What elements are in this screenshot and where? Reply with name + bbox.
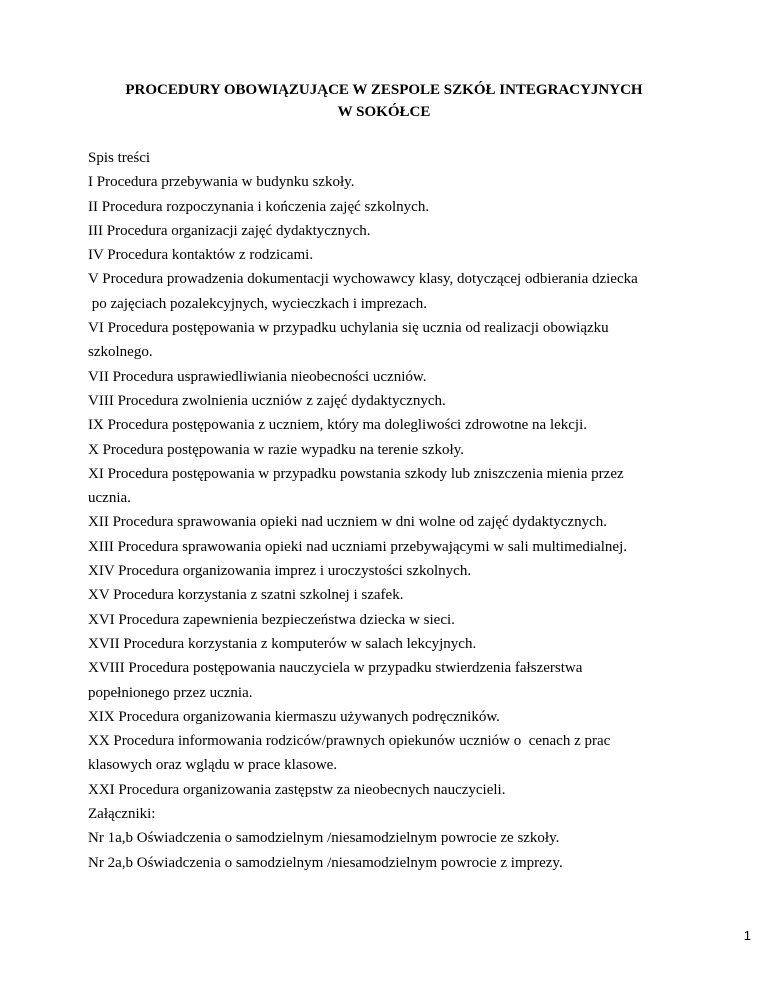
attachments-heading: Załączniki: — [88, 806, 156, 823]
table-of-contents — [88, 146, 708, 875]
toc-line: X Procedura postępowania w razie wypadku na terenie szkoły. — [88, 441, 464, 458]
toc-line: XIX Procedura organizowania kiermaszu używanych podręczników. — [88, 708, 500, 725]
attachment-line: Nr 2a,b Oświadczenia o samodzielnym /niesamodzielnym powrocie z imprezy. — [88, 854, 563, 871]
toc-line: I Procedura przebywania w budynku szkoły. — [88, 174, 355, 191]
toc-line: VI Procedura postępowania w przypadku uchylania się ucznia od realizacji obowiązku — [88, 320, 609, 337]
toc-line: XIII Procedura sprawowania opieki nad uczniami przebywającymi w sali multimedialnej. — [88, 538, 627, 555]
toc-line: XXI Procedura organizowania zastępstw za nieobecnych nauczycieli. — [88, 781, 506, 798]
toc-line: IV Procedura kontaktów z rodzicami. — [88, 247, 314, 264]
document-title-line-1: PROCEDURY OBOWIĄZUJĄCE W ZESPOLE SZKÓŁ INTEGRACYJNYCH — [125, 82, 643, 98]
toc-line: XII Procedura sprawowania opieki nad uczniem w dni wolne od zajęć dydaktycznych. — [88, 514, 607, 531]
toc-line: III Procedura organizacji zajęć dydaktycznych. — [88, 222, 371, 239]
document-title-line-2: W SOKÓŁCE — [337, 104, 431, 120]
toc-line: II Procedura rozpoczynania i kończenia zajęć szkolnych. — [88, 198, 430, 215]
toc-line: XIV Procedura organizowania imprez i uroczystości szkolnych. — [88, 563, 472, 580]
toc-line: klasowych oraz wglądu w prace klasowe. — [88, 757, 338, 774]
toc-line: VII Procedura usprawiedliwiania nieobecności uczniów. — [88, 368, 427, 385]
toc-line: XVIII Procedura postępowania nauczyciela w przypadku stwierdzenia fałszerstwa — [88, 660, 583, 677]
toc-line: IX Procedura postępowania z uczniem, który ma dolegliwości zdrowotne na lekcji. — [88, 417, 588, 434]
toc-line: XVII Procedura korzystania z komputerów w salach lekcyjnych. — [88, 635, 477, 652]
toc-line: XX Procedura informowania rodziców/prawnych opiekunów uczniów o cenach z prac — [88, 733, 611, 750]
toc-line: ucznia. — [88, 490, 131, 507]
page-number: 1 — [743, 928, 751, 943]
toc-line: VIII Procedura zwolnienia uczniów z zajęć dydaktycznych. — [88, 392, 446, 409]
toc-line: XV Procedura korzystania z szatni szkolnej i szafek. — [88, 587, 404, 604]
toc-line: po zajęciach pozalekcyjnych, wycieczkach i imprezach. — [88, 295, 427, 312]
toc-line: XVI Procedura zapewnienia bezpieczeństwa dziecka w sieci. — [88, 611, 455, 628]
attachment-line: Nr 1a,b Oświadczenia o samodzielnym /niesamodzielnym powrocie ze szkoły. — [88, 830, 560, 847]
toc-heading: Spis treści — [88, 150, 151, 166]
toc-line: V Procedura prowadzenia dokumentacji wychowawcy klasy, dotyczącej odbierania dziecka — [88, 271, 638, 288]
toc-line: popełnionego przez ucznia. — [88, 684, 253, 701]
toc-line: XI Procedura postępowania w przypadku powstania szkody lub zniszczenia mienia przez — [88, 465, 624, 482]
toc-line: szkolnego. — [88, 344, 153, 361]
